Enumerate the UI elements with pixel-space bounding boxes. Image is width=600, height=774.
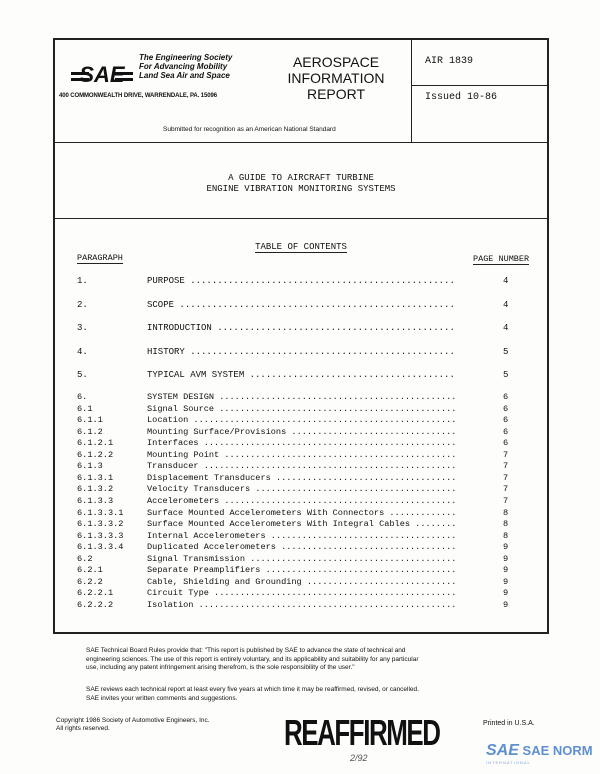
toc-row [55,600,547,610]
copyright-line: All rights reserved. [56,725,110,732]
rules-line: use, including any patent infringement arising therefrom, is the sole responsibility of the user." [86,664,355,671]
toc-row-page: 9 [503,588,509,599]
toc-row-number: 6.2.1 [77,565,103,576]
copyright-line: Copyright 1986 Society of Automotive Engineers, Inc. [56,717,210,724]
toc-row [55,300,547,312]
toc-row [55,473,547,483]
watermark-text: SAE NORM [522,743,593,758]
toc-row-title: Internal Accelerometers ..... [147,531,455,541]
toc-row-page: 4 [503,299,509,310]
toc-row [55,484,547,494]
printed-in: Printed in U.S.A. [483,720,535,727]
toc-row-title: Displacement Transducers ..... [147,473,455,483]
toc-row [55,370,547,382]
title-line: A GUIDE TO AIRCRAFT TURBINE [228,173,374,183]
toc-row-page: 6 [503,438,509,449]
review-note [86,686,419,703]
toc-row-title: Cable, Shielding and Grounding ..... [147,577,455,587]
toc-row [55,438,547,448]
toc-row-number: 6.1.3.3.1 [77,507,124,518]
toc-row [55,508,547,518]
toc-row-number: 3. [77,323,88,333]
toc-row-number: 6.1.3.1 [77,472,114,483]
report-type-line: REPORT [306,86,366,102]
toc-row-page: 5 [503,346,509,357]
society-name [139,53,232,80]
toc-row-number: 6.2.2.2 [77,599,114,610]
toc-row-number: 4. [77,346,88,357]
toc-row-number: 6. [77,392,88,402]
toc-row-number: 6.1.2.2 [77,449,114,460]
toc-row [55,496,547,506]
document-title [55,173,547,195]
toc-row [55,323,547,335]
header-column-divider [411,40,412,142]
society-line: The Engineering Society [139,53,233,62]
watermark-logo: SAE [486,742,519,759]
header-divider [55,142,547,143]
toc-row-number: 2. [77,299,88,310]
toc-row-page: 7 [503,495,509,506]
title-line: ENGINE VIBRATION MONITORING SYSTEMS [206,184,396,194]
toc-row [55,531,547,541]
report-type [281,54,391,102]
toc-heading [55,242,547,252]
reaffirmed-stamp: REAFFIRMED [284,712,440,753]
toc-row [55,554,547,564]
doc-number-divider [411,85,547,86]
toc-row-number: 6.1.2.1 [77,438,114,449]
toc-row-number: 6.1.1 [77,415,103,426]
toc-row [55,461,547,471]
toc-row-title: Signal Transmission ..... [147,554,455,564]
toc-row [55,542,547,552]
toc-row-number: 6.1.2 [77,426,103,437]
document-frame [53,38,549,634]
toc-row-number: 1. [77,276,88,286]
toc-row-page: 4 [503,323,509,333]
toc-row [55,519,547,529]
toc-row-title: Interfaces ..... [147,438,455,448]
document-number: AIR 1839 [425,56,474,67]
toc-row-number: 6.1.3.3.4 [77,542,124,553]
toc-row [55,347,547,359]
toc-row-title: PURPOSE ..... [147,276,455,286]
rules-line: engineering sciences. The use of this report is entirely voluntary, and its applicability and suitability for any particular [86,655,419,663]
toc-row-title: Circuit Type ..... [147,588,455,598]
toc-row-page: 8 [503,507,509,518]
issue-date: Issued 10-86 [425,92,498,103]
toc-row [55,450,547,460]
toc-row [55,415,547,425]
toc-row-title: Mounting Surface/Provisions ..... [147,427,455,437]
toc-row [55,588,547,598]
toc-row-title: Location ..... [147,415,455,425]
toc-row-title: Surface Mounted Accelerometers With Integral Cables ..... [147,519,455,529]
toc-row-title: Mounting Point ..... [147,450,455,460]
toc-row-page: 6 [503,426,509,437]
toc-col-page: PAGE NUMBER [473,254,530,264]
society-address: 400 COMMONWEALTH DRIVE, WARRENDALE, PA. 15096 [59,93,217,99]
toc-row-page: 6 [503,403,509,414]
review-line: SAE invites your written comments and suggestions. [86,694,238,702]
title-divider [55,218,547,219]
toc-row-page: 6 [503,415,509,426]
toc-row-title: SYSTEM DESIGN ..... [147,392,455,402]
society-line: Land Sea Air and Space [139,71,230,80]
toc-row-title: HISTORY ..... [147,347,455,357]
toc-row-page: 8 [503,519,509,530]
toc-row-page: 9 [503,599,509,610]
toc-row-number: 6.2.2 [77,576,103,587]
society-line: For Advancing Mobility [139,62,228,71]
toc-row-page: 5 [503,370,509,380]
sae-logo-text: SAE [79,62,125,84]
stamp-initials: 2/92 [350,753,368,763]
toc-row-number: 6.1.3.3.2 [77,519,124,530]
toc-row-page: 6 [503,392,509,402]
copyright [56,717,210,733]
toc-row [55,404,547,414]
toc-heading-text: TABLE OF CONTENTS [255,242,347,252]
toc-row-page: 8 [503,530,509,541]
toc-row-number: 6.1.3.3.3 [77,530,124,541]
toc-row [55,565,547,575]
watermark-sub: INTERNATIONAL [486,760,531,765]
toc-row [55,392,547,402]
toc-row-title: INTRODUCTION ..... [147,323,455,333]
review-line: SAE reviews each technical report at least every five years at which time it may be reaffirmed, revised, or cancelled. [86,686,419,693]
rules-line: SAE Technical Board Rules provide that: "This report is published by SAE to advance the state of technical and [86,647,406,654]
toc-row-number: 6.1 [77,403,93,414]
toc-col-paragraph: PARAGRAPH [77,253,123,263]
toc-row-page: 7 [503,484,509,495]
toc-row-title: Surface Mounted Accelerometers With Connectors ..... [147,508,455,518]
sae-logo-icon [71,52,133,84]
toc-row-number: 6.1.3 [77,461,103,472]
sae-norm-watermark [486,742,593,765]
toc-row-title: Isolation ..... [147,600,455,610]
toc-row-page: 9 [503,542,509,553]
toc-row-title: Duplicated Accelerometers ..... [147,542,455,552]
toc-row-page: 9 [503,553,509,564]
board-rules-note [86,647,419,673]
toc-row-number: 6.2 [77,553,93,564]
toc-row-page: 7 [503,461,509,472]
toc-row [55,276,547,288]
toc-row-title: Accelerometers ..... [147,496,455,506]
toc-row-page: 9 [503,565,509,576]
toc-row-page: 7 [503,449,509,460]
toc-row-number: 5. [77,370,88,380]
toc-row-title: SCOPE ..... [147,300,455,310]
toc-row-title: Velocity Transducers ..... [147,484,455,494]
toc-row-page: 4 [503,276,509,286]
toc-row-page: 7 [503,472,509,483]
toc-row-number: 6.2.2.1 [77,588,114,599]
toc-row-number: 6.1.3.2 [77,484,114,495]
toc-row-number: 6.1.3.3 [77,495,114,506]
toc-row [55,577,547,587]
toc-row-title: Transducer ..... [147,461,455,471]
submitted-note: Submitted for recognition as an American National Standard [163,126,336,133]
report-type-line: AEROSPACE [292,54,380,70]
toc-row [55,427,547,437]
toc-row-title: TYPICAL AVM SYSTEM ..... [147,370,455,380]
toc-row-page: 9 [503,576,509,587]
toc-row-title: Signal Source ..... [147,404,455,414]
report-type-line: INFORMATION [287,70,385,86]
toc-row-title: Separate Preamplifiers ..... [147,565,455,575]
